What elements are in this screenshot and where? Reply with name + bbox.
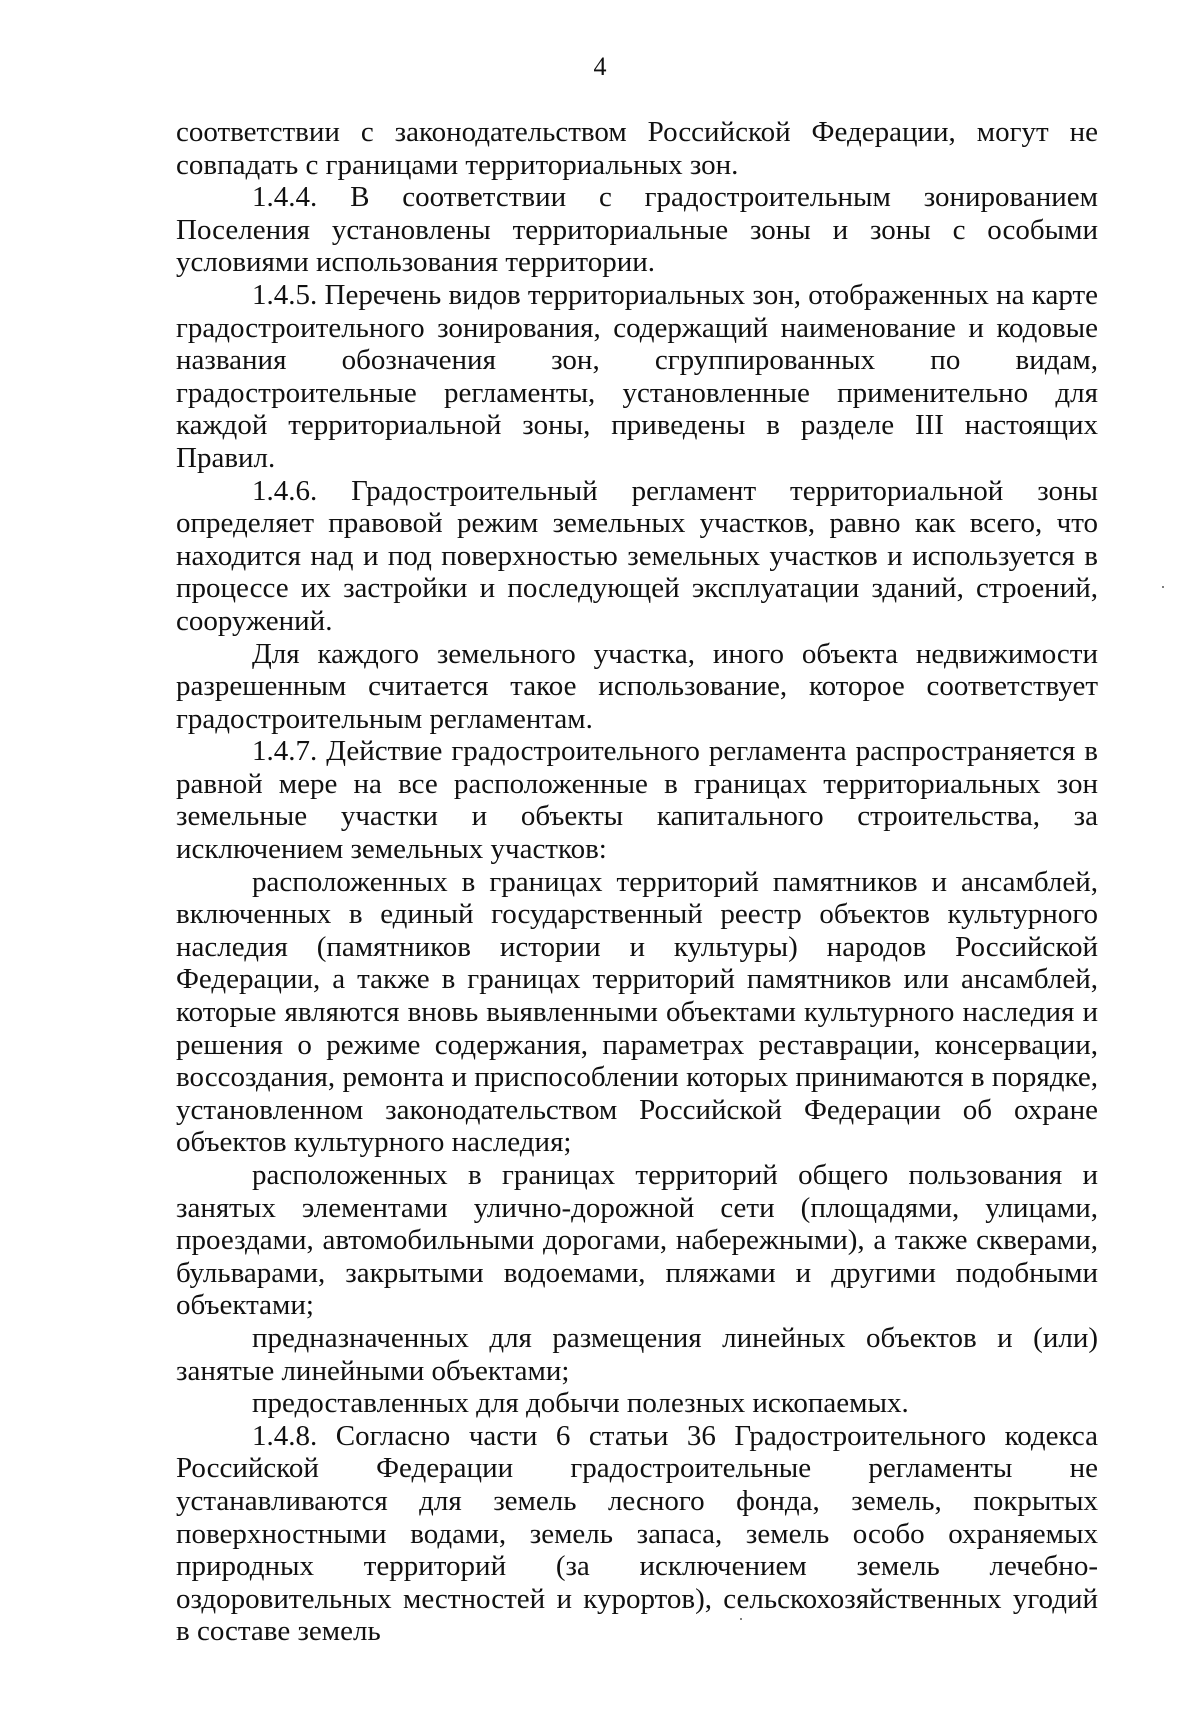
list-item-heritage-territories: расположенных в границах территорий памятников и ансамблей, включенных в единый государственный реестр объектов культурного наследия (памятников истории и культуры) народов Российской Федерации, а также в границах территорий памятников или ансамблей, которые являются вновь выявленными объектами культурного наследия и решения о режиме содержания, параметрах реставрации, консервации, воссоздания, ремонта и приспособлении которых принимаются в порядке, установленном законодательством Российской Федерации об охране объектов культурного наследия; (176, 865, 1098, 1159)
page-number: 4 (593, 52, 607, 81)
list-item-linear-objects: предназначенных для размещения линейных объектов и (или) занятые линейными объектами; (176, 1321, 1098, 1387)
scan-speck (740, 1618, 742, 1620)
paragraph-1-4-8: 1.4.8. Согласно части 6 статьи 36 Градостроительного кодекса Российской Федерации градостроительные регламенты не устанавливаются для земель лесного фонда, земель, покрытых поверхностными водами, земель запаса, земель особо охраняемых природных территорий (за исключением земель лечебно-оздоровительных местностей и курортов), сельскохозяйственных угодий в составе земель (176, 1419, 1098, 1648)
paragraph-1-4-7: 1.4.7. Действие градостроительного регламента распространяется в равной мере на все расположенные в границах территориальных зон земельные участки и объекты капитального строительства, за исключением земельных участков: (176, 735, 1098, 866)
paragraph-permitted-use: Для каждого земельного участка, иного объекта недвижимости разрешенным считается такое использование, которое соответствует градостроительным регламентам. (176, 637, 1098, 735)
document-body (176, 116, 1098, 1648)
paragraph-1-4-5: 1.4.5. Перечень видов территориальных зон, отображенных на карте градостроительного зонирования, содержащий наименование и кодовые названия обозначения зон, сгруппированных по видам, градостроительные регламенты, установленные применительно для каждой территориальной зоны, приведены в разделе III настоящих Правил. (176, 278, 1098, 474)
scan-speck (1162, 586, 1164, 588)
list-item-public-territories: расположенных в границах территорий общего пользования и занятых элементами улично-дорожной сети (площадями, улицами, проездами, автомобильными дорогами, набережными), а также скверами, бульварами, закрытыми водоемами, пляжами и другими подобными объектами; (176, 1159, 1098, 1322)
list-item-mineral-extraction: предоставленных для добычи полезных ископаемых. (252, 1387, 909, 1420)
paragraph-continuation: соответствии с законодательством Российской Федерации, могут не совпадать с границами территориальных зон. (176, 116, 1098, 181)
paragraph-1-4-6: 1.4.6. Градостроительный регламент территориальной зоны определяет правовой режим земельных участков, равно как всего, что находится над и под поверхностью земельных участков и используется в процессе их застройки и последующей эксплуатации зданий, строений, сооружений. (176, 474, 1098, 637)
paragraph-1-4-4: 1.4.4. В соответствии с градостроительным зонированием Поселения установлены территориальные зоны и зоны с особыми условиями использования территории. (176, 181, 1098, 279)
